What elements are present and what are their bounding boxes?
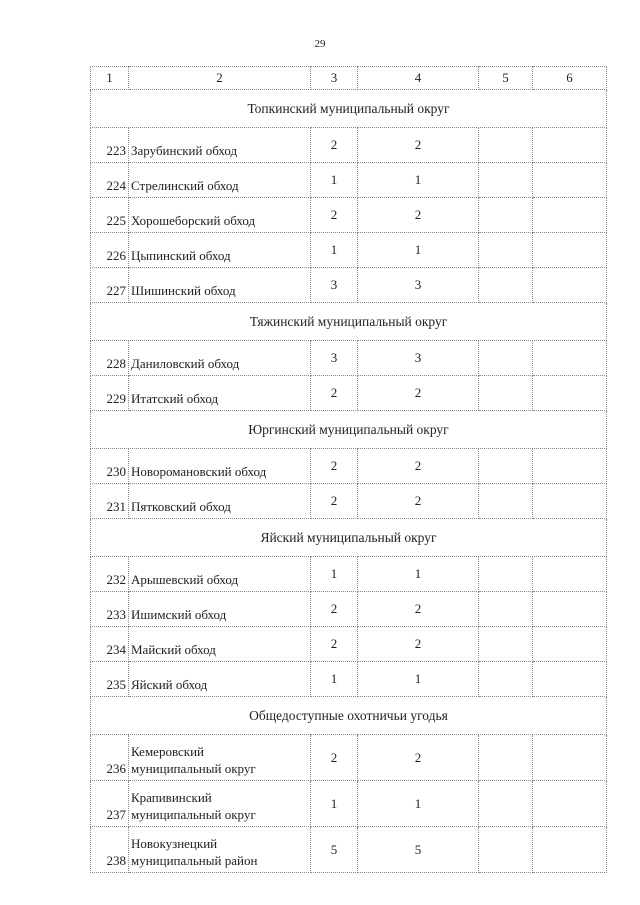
row-col5-empty [479,233,533,268]
row-col3-value: 2 [311,198,358,233]
row-name: Ишимский обход [129,592,311,627]
row-col6-empty [533,233,607,268]
table-row [91,781,607,827]
row-col5-empty [479,163,533,198]
row-col4-value: 2 [358,592,479,627]
row-number: 227 [91,268,129,303]
row-col6-empty [533,627,607,662]
section-title: Юргинский муниципальный округ [91,411,607,449]
row-name: Майский обход [129,627,311,662]
table-row [91,268,607,303]
row-col6-empty [533,198,607,233]
row-col4-value: 2 [358,735,479,781]
row-col5-empty [479,592,533,627]
row-col5-empty [479,198,533,233]
row-col3-value: 1 [311,163,358,198]
row-col5-empty [479,128,533,163]
section-row [91,411,607,449]
row-number: 233 [91,592,129,627]
row-col4-value: 1 [358,163,479,198]
row-name: Пятковский обход [129,484,311,519]
row-name: Шишинский обход [129,268,311,303]
row-col5-empty [479,627,533,662]
table-row [91,128,607,163]
section-title: Топкинский муниципальный округ [91,90,607,128]
row-name: Яйский обход [129,662,311,697]
row-name: Итатский обход [129,376,311,411]
table-row [91,627,607,662]
table-row [91,376,607,411]
row-col4-value: 1 [358,781,479,827]
row-col5-empty [479,268,533,303]
row-number: 226 [91,233,129,268]
row-col5-empty [479,557,533,592]
row-number: 231 [91,484,129,519]
row-col4-value: 2 [358,198,479,233]
row-col5-empty [479,827,533,873]
row-col3-value: 2 [311,735,358,781]
row-col6-empty [533,827,607,873]
row-col4-value: 2 [358,128,479,163]
table-row [91,341,607,376]
row-col6-empty [533,735,607,781]
table-header-row [91,67,607,90]
column-header: 1 [91,67,129,90]
row-col6-empty [533,268,607,303]
row-number: 230 [91,449,129,484]
row-name: Кемеровский муниципальный округ [129,735,311,781]
row-col6-empty [533,662,607,697]
row-col3-value: 2 [311,128,358,163]
row-col6-empty [533,592,607,627]
row-col4-value: 3 [358,268,479,303]
row-number: 238 [91,827,129,873]
row-number: 229 [91,376,129,411]
row-col4-value: 2 [358,376,479,411]
section-title: Тяжинский муниципальный округ [91,303,607,341]
row-col5-empty [479,484,533,519]
row-col3-value: 3 [311,341,358,376]
table-body [91,67,607,873]
row-col6-empty [533,449,607,484]
row-col3-value: 3 [311,268,358,303]
row-col4-value: 2 [358,449,479,484]
table-row [91,735,607,781]
row-col3-value: 2 [311,592,358,627]
row-col4-value: 2 [358,484,479,519]
row-col5-empty [479,781,533,827]
row-name: Стрелинский обход [129,163,311,198]
table-row [91,233,607,268]
row-col6-empty [533,128,607,163]
row-col5-empty [479,376,533,411]
row-name: Зарубинский обход [129,128,311,163]
row-col4-value: 1 [358,557,479,592]
page-number: 29 [314,38,326,50]
table-row [91,163,607,198]
hunting-grounds-table [90,66,607,873]
row-col3-value: 2 [311,627,358,662]
row-col5-empty [479,735,533,781]
row-col4-value: 1 [358,233,479,268]
row-col6-empty [533,376,607,411]
row-name: Даниловский обход [129,341,311,376]
row-col3-value: 5 [311,827,358,873]
row-name: Крапивинский муниципальный округ [129,781,311,827]
row-col3-value: 1 [311,557,358,592]
row-col6-empty [533,781,607,827]
row-name: Цыпинский обход [129,233,311,268]
row-number: 225 [91,198,129,233]
table-row [91,198,607,233]
row-col4-value: 3 [358,341,479,376]
row-col5-empty [479,341,533,376]
table-row [91,449,607,484]
table-row [91,557,607,592]
row-number: 232 [91,557,129,592]
table-row [91,827,607,873]
row-number: 234 [91,627,129,662]
row-number: 228 [91,341,129,376]
row-col4-value: 2 [358,627,479,662]
row-col3-value: 2 [311,484,358,519]
section-row [91,90,607,128]
table-row [91,484,607,519]
row-col4-value: 5 [358,827,479,873]
table-row [91,592,607,627]
column-header: 2 [129,67,311,90]
row-number: 237 [91,781,129,827]
section-row [91,697,607,735]
row-name: Арышевский обход [129,557,311,592]
column-header: 3 [311,67,358,90]
row-col3-value: 2 [311,449,358,484]
section-row [91,519,607,557]
column-header: 6 [533,67,607,90]
section-title: Яйский муниципальный округ [91,519,607,557]
row-col6-empty [533,484,607,519]
row-col3-value: 1 [311,781,358,827]
row-col3-value: 1 [311,233,358,268]
row-number: 235 [91,662,129,697]
row-col6-empty [533,557,607,592]
row-number: 223 [91,128,129,163]
row-name: Хорошеборский обход [129,198,311,233]
row-col5-empty [479,449,533,484]
row-col5-empty [479,662,533,697]
row-col3-value: 2 [311,376,358,411]
row-col4-value: 1 [358,662,479,697]
row-col3-value: 1 [311,662,358,697]
table-row [91,662,607,697]
row-col6-empty [533,163,607,198]
row-col6-empty [533,341,607,376]
row-name: Новокузнецкий муниципальный район [129,827,311,873]
column-header: 4 [358,67,479,90]
section-row [91,303,607,341]
row-number: 236 [91,735,129,781]
column-header: 5 [479,67,533,90]
row-number: 224 [91,163,129,198]
section-title: Общедоступные охотничьи угодья [91,697,607,735]
row-name: Новоромановский обход [129,449,311,484]
